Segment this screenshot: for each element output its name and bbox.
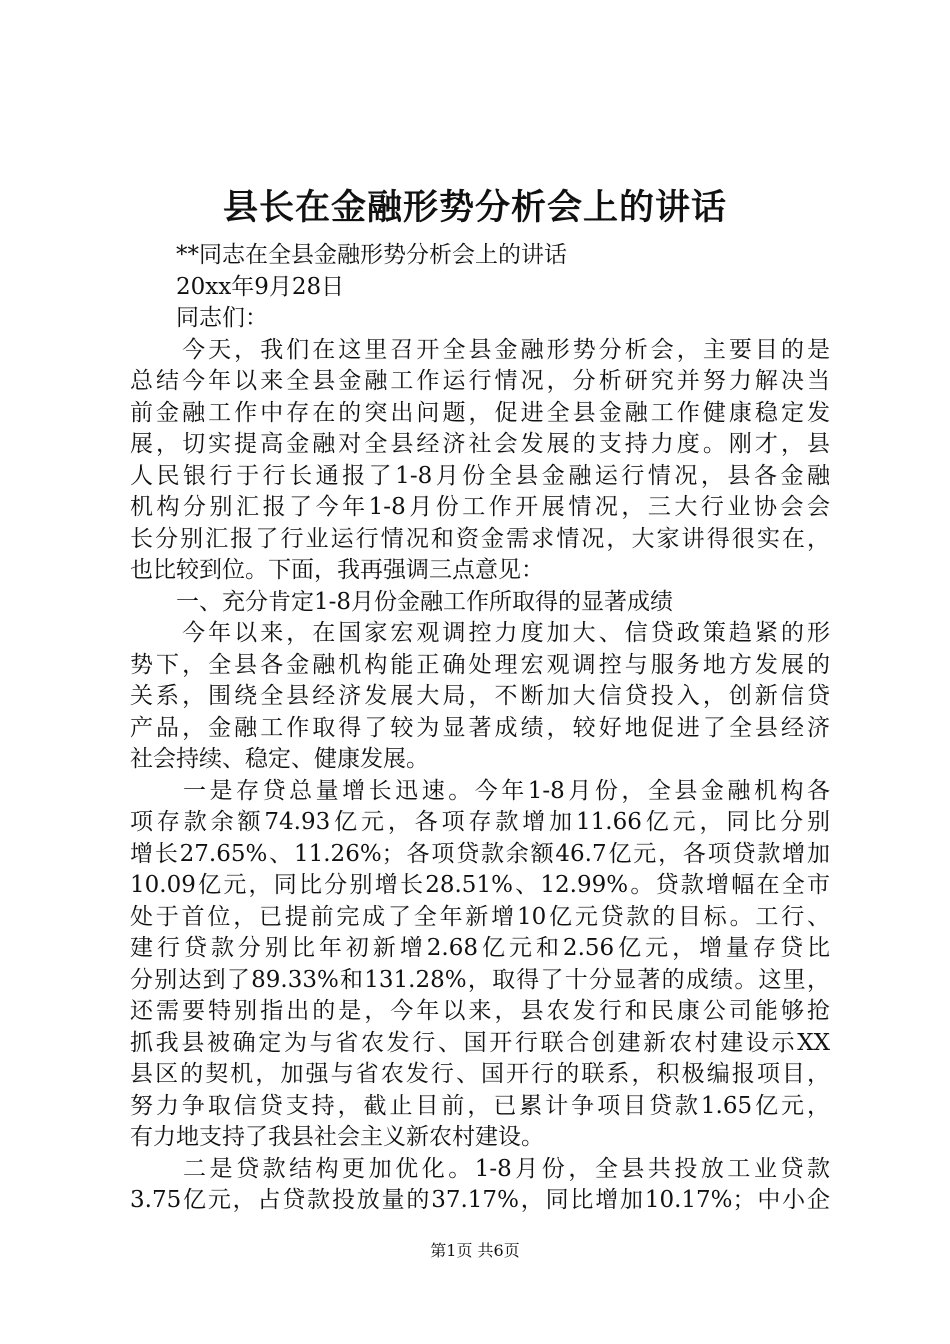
text-line: 今年以来，在国家宏观调控力度加大、信贷政策趋紧的形 [130, 620, 830, 646]
page-footer: 第1页 共6页 [430, 1241, 520, 1260]
text-line: 今天，我们在这里召开全县金融形势分析会，主要目的是 [130, 336, 830, 363]
text-line: 增长27.65%、11.26%；各项贷款余额46.7亿元，各项贷款增加 [130, 840, 830, 867]
document-title: 县长在金融形势分析会上的讲话 [222, 187, 727, 228]
text-line: 长分别汇报了行业运行情况和资金需求情况，大家讲得很实在， [130, 525, 830, 552]
document-body [130, 240, 830, 1217]
text-line: 一、充分肯定1-8月份金融工作所取得的显著成绩 [130, 588, 674, 615]
text-line: 项存款余额74.93亿元，各项存款增加11.66亿元，同比分别 [130, 809, 830, 835]
text-line: 县区的契机，加强与省农发行、国开行的联系，积极编报项目， [130, 1061, 830, 1087]
text-line: 机构分别汇报了今年1-8月份工作开展情况，三大行业协会会 [130, 494, 830, 520]
text-line: 努力争取信贷支持，截止目前，已累计争项目贷款1.65亿元， [130, 1092, 830, 1119]
text-line: 社会持续、稳定、健康发展。 [130, 746, 429, 772]
text-line: 产品，金融工作取得了较为显著成绩，较好地促进了全县经济 [130, 714, 830, 741]
text-line: 同志们： [130, 305, 268, 331]
text-line: **同志在全县金融形势分析会上的讲话 [130, 242, 567, 268]
text-line: 还需要特别指出的是，今年以来，县农发行和民康公司能够抢 [130, 998, 830, 1024]
text-line: 也比较到位。下面，我再强调三点意见： [130, 557, 544, 583]
text-line: 抓我县被确定为与省农发行、国开行联合创建新农村建设示XX [130, 1029, 830, 1056]
text-line: 分别达到了89.33%和131.28%，取得了十分显著的成绩。这里， [130, 966, 830, 993]
text-line: 3.75亿元，占贷款投放量的37.17%，同比增加10.17%；中小企 [130, 1187, 830, 1213]
text-line: 10.09亿元，同比分别增长28.51%、12.99%。贷款增幅在全市 [130, 872, 830, 898]
text-line: 一是存贷总量增长迅速。今年1-8月份，全县金融机构各 [130, 777, 830, 804]
text-line: 人民银行于行长通报了1-8月份全县金融运行情况，县各金融 [130, 462, 830, 489]
text-line: 二是贷款结构更加优化。1-8月份，全县共投放工业贷款 [130, 1155, 830, 1182]
text-line: 展，切实提高金融对全县经济社会发展的支持力度。刚才，县 [130, 431, 830, 457]
text-line: 前金融工作中存在的突出问题，促进全县金融工作健康稳定发 [130, 399, 830, 426]
text-line: 势下，全县各金融机构能正确处理宏观调控与服务地方发展的 [130, 651, 830, 678]
text-line: 建行贷款分别比年初新增2.68亿元和2.56亿元，增量存贷比 [130, 935, 830, 961]
text-line: 处于首位，已提前完成了全年新增10亿元贷款的目标。工行、 [130, 903, 830, 930]
text-line: 关系，围绕全县经济发展大局，不断加大信贷投入，创新信贷 [130, 683, 830, 709]
text-line: 总结今年以来全县金融工作运行情况，分析研究并努力解决当 [130, 368, 830, 394]
text-line: 有力地支持了我县社会主义新农村建设。 [130, 1124, 544, 1150]
text-line: 20xx年9月28日 [130, 273, 345, 300]
